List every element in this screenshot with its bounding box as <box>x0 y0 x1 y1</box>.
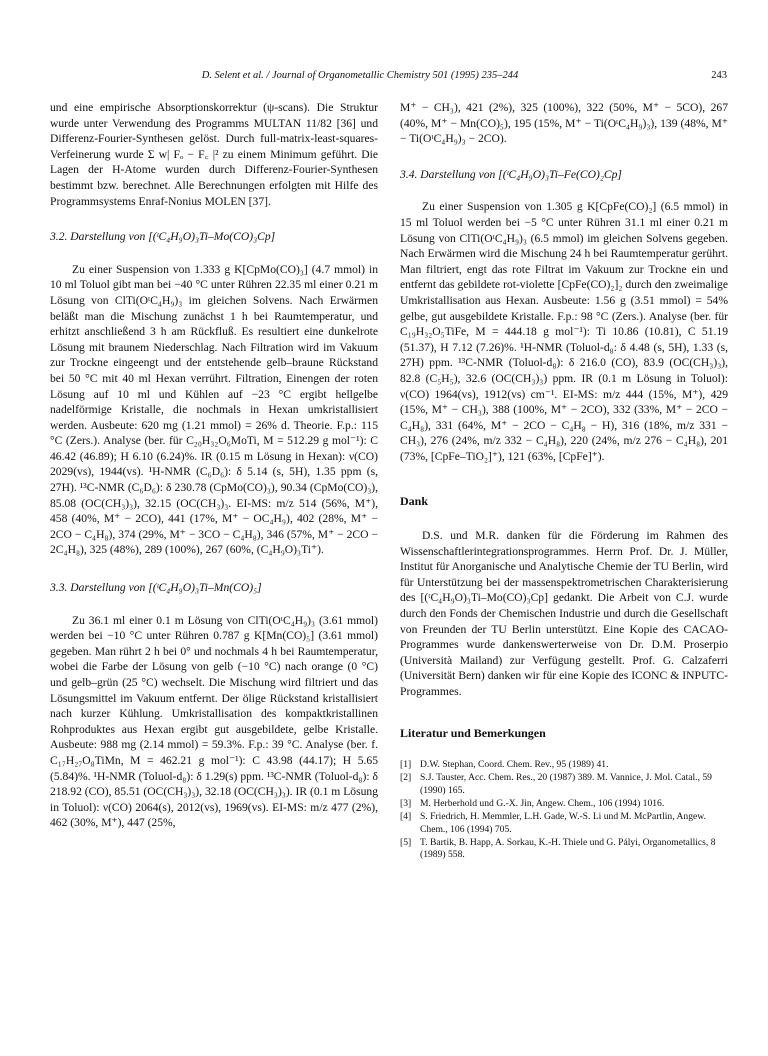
reference-text: M. Herberhold und G.-X. Jin, Angew. Chem., 106 (1994) 1016. <box>420 798 665 810</box>
references-heading: Literatur und Bemerkungen <box>400 725 546 740</box>
reference-text: T. Bartik, B. Happ, A. Sorkau, K.-H. Thiele und G. Pályi, Organometallics, 8 (1989) 558. <box>420 836 716 861</box>
acknowledgement-text: D.S. und M.R. danken für die Förderung im Rahmen des Wissenschaftlerintegrationsprogrammes. Herrn Prof. Dr. J. Müller, Institut für Anorganische und Analytische Chemie der TU Berlin, wird für Unterstützung bei der massenspektrometrischen Charakterisierung des [(ᵗC₄H₉O)₃Ti–Mo(CO)₃Cp] gedankt. Die Arbeit von C.J. wurde durch den Fonds der Chemischen Industrie und durch die Gesellschaft von Freunden der TU Berlin unterstützt. Eine Kopie des CACAO-Programmes wurde dankenswerterweise von Dr. D.M. Proserpio (Università Mailand) zur Verfügung gestellt. Prof. G. Calzaferri (Universität Bern) danken wir für eine Kopie des ICONC & INPUTC-Programmes. <box>400 529 728 698</box>
section-3-2-title: 3.2. Darstellung von [(ᵗC₄H₉O)₃Ti–Mo(CO)₃Cp] <box>50 230 276 244</box>
reference-number: [4] <box>400 811 412 823</box>
running-header <box>50 70 727 86</box>
section-3-2-text: Zu einer Suspension von 1.333 g K[CpMo(CO)₃] (4.7 mmol) in 10 ml Toluol gibt man bei −40 °C unter Rühren 22.35 ml einer 0.21 m Lösung von ClTi(OᵗC₄H₉)₃ im gleichen Solvens. Nach Erwärmen beläßt man die Mischung zunächst 1 h bei Raumtemperatur, und erhitzt anschließend 3 h am Rückfluß. Es resultiert eine dunkelrote Lösung mit braunem Niederschlag. Nach Filtration wird im Vakuum zur Trockne eingeengt und der entstehende gelb–braune Rückstand bei 50 °C mit 40 ml Hexan verrührt. Filtration, Einengen der roten Lösung auf 10 ml und Kühlen auf −23 °C ergibt hellgelbe nadelförmige Kristalle, die nochmals in Hexan umkristallisiert werden. Ausbeute: 620 mg (1.21 mmol) = 26% d. Theorie. F.p.: 115 °C (Zers.). Analyse (ber. für C₂₀H₃₂O₆MoTi, M = 512.29 g mol⁻¹): C 46.42 (46.89); H 6.10 (6.24)%. IR (0.15 m Lösung in Hexan): ν(CO) 2029(vs), 1944(vs). ¹H-NMR (C₆D₆): δ 5.14 (s, 5H), 1.35 ppm (s, 27H). ¹³C-NMR (C₆D₆): δ 230.78 (CpMo(CO)₃), 90.34 (CpMo(CO)₃), 85.08 (OC(CH₃)₃), 32.15 (OC(CH₃)₃. EI-MS: m/z 514 (56%, M⁺), 458 (40%, M⁺ − 2CO), 441 (17%, M⁺ − OC₄H₉), 402 (28%, M⁺ − 2CO − C₄H₈), 374 (29%, M⁺ − 3CO − C₄H₈), 346 (57%, M⁺ − 2CO − 2C₄H₈), 325 (48%), 289 (100%), 267 (60%, (C₄H₉O)₃Ti⁺). <box>50 262 378 557</box>
reference-list <box>400 759 728 861</box>
left-column <box>50 100 378 831</box>
reference-text: D.W. Stephan, Coord. Chem. Rev., 95 (1989) 41. <box>420 759 609 771</box>
section-3-3-title: 3.3. Darstellung von [(ᵗC₄H₉O)₃Ti–Mn(CO)₅] <box>50 581 262 595</box>
section-3-4-title: 3.4. Darstellung von [(ᵗC₄H₉O)₃Ti–Fe(CO)₂Cp] <box>400 167 622 181</box>
paragraph-structure-refinement: und eine empirische Absorptionskorrektur (ψ-scans). Die Struktur wurde unter Verwendung des Programms MULTAN 11/82 [36] und Differenz-Fourier-Synthesen gelöst. Durch full-matrix-least-squares-Verfeinerung wurde Σ w| Fₒ − F꜀ |² zu einem Minimum geführt. Die Lagen der H-Atome wurden durch Differenz-Fourier-Synthesen bestimmt bzw. berechnet. Alle Berechnungen erfolgten mit Hilfe des Programmsystems Enraf-Nonius MOLEN [37]. <box>50 101 378 208</box>
reference-number: [5] <box>400 836 412 848</box>
acknowledgement-heading: Dank <box>400 494 429 509</box>
reference-item <box>400 759 728 771</box>
section-3-3-text: Zu 36.1 ml einer 0.1 m Lösung von ClTi(OᵗC₄H₉)₃ (3.61 mmol) werden bei −10 °C unter Rühren 0.787 g K[Mn(CO)₅] (3.61 mmol) gegeben. Man rührt 2 h bei 0° und nochmals 4 h bei Raumtemperatur, wobei die Farbe der Lösung von gelb (−10 °C) nach orange (0 °C) und gelb–grün (25 °C) wechselt. Die Mischung wird filtriert und das Lösungsmittel im Vakuum entfernt. Der ölige Rückstand kristallisiert nach kurzer Kühlung. Umkristallisation des kompaktkristallinen Rohproduktes aus Hexan ergibt gut ausgebildete, gelbe Kristalle. Ausbeute: 988 mg (2.14 mmol) = 59.3%. F.p.: 39 °C. Analyse (ber. f. C₁₇H₂₇O₈TiMn, M = 462.21 g mol⁻¹): C 43.98 (44.17); H 5.65 (5.84)%. ¹H-NMR (Toluol-d₈): δ 1.29(s) ppm. ¹³C-NMR (Toluol-d₈): δ 218.92 (CO), 85.51 (OC(CH₃)₃), 32.18 (OC(CH₃)₃). IR (0.1 m Lösung in Toluol): ν(CO) 2064(s), 2012(vs), 1969(vs). EI-MS: m/z 477 (2%), 462 (30%, M⁺), 447 (25%, <box>50 613 378 830</box>
reference-item <box>400 772 728 797</box>
page-number: 243 <box>711 70 727 81</box>
reference-number: [3] <box>400 798 412 810</box>
reference-number: [1] <box>400 759 412 771</box>
reference-item <box>400 798 728 810</box>
running-title: D. Selent et al. / Journal of Organometallic Chemistry 501 (1995) 235–244 <box>201 70 519 81</box>
reference-text: S.J. Tauster, Acc. Chem. Res., 20 (1987) 389. M. Vannice, J. Mol. Catal., 59 (1990) 165. <box>420 772 712 796</box>
section-3-4-text: Zu einer Suspension von 1.305 g K[CpFe(CO)₂] (6.5 mmol) in 15 ml Toluol werden bei −5 °C unter Rühren 31.1 ml einer 0.21 m Lösung von ClTi(OᵗC₄H₉)₃ (6.5 mmol) im gleichen Solvens gegeben. Nach Erwärmen wird die Mischung 24 h bei Raumtemperatur gerührt. Man filtriert, engt das rote Filtrat im Vakuum zur Trockne ein und entfernt das gebildete rot-violette [CpFe(CO)₂]₂ durch den zweimalige Umkristallisation aus Hexan. Ausbeute: 1.56 g (3.51 mmol) = 54% gelbe, gut ausgebildete Kristalle. F.p.: 98 °C (Zers.). Analyse (ber. für C₁₉H₃₂O₅TiFe, M = 444.18 g mol⁻¹): Ti 10.86 (10.81), C 51.19 (51.37), H 7.12 (7.26)%. ¹H-NMR (Toluol-d₈: δ 4.48 (s, 5H), 1.33 (s, 27H) ppm. ¹³C-NMR (Toluol-d₈): δ 216.0 (CO), 83.9 (OC(CH₃)₃), 82.8 (C₅H₅), 32.6 (OC(CH₃)₃) ppm. IR (0.1 m Lösung in Toluol): ν(CO) 1964(vs), 1912(vs) cm⁻¹. EI-MS: m/z 444 (15%, M⁺), 429 (15%, M⁺ − CH₃), 388 (100%, M⁺ − 2CO), 332 (33%, M⁺ − 2CO − C₄H₈), 331 (64%, M⁺ − 2CO − C₄H₈ − H), 316 (18%, m/z 331 − CH₃), 276 (24%, m/z 332 − C₄H₈), 220 (24%, m/z 276 − C₄H₈), 201 (73%, [CpFe–TiO₂]⁺), 121 (63%, [CpFe]⁺). <box>400 200 728 463</box>
paragraph-continued: M⁺ − CH₃), 421 (2%), 325 (100%), 322 (50%, M⁺ − 5CO), 267 (40%, M⁺ − Mn(CO)₅), 195 (15%, M⁺ − Ti(OᵗC₄H₉)₃), 139 (48%, M⁺ − Ti(OᵗC₄H₉)₃ − 2CO). <box>400 101 728 146</box>
reference-item <box>400 837 728 862</box>
reference-number: [2] <box>400 772 412 784</box>
reference-item <box>400 811 728 836</box>
reference-text: S. Friedrich, H. Memmler, L.H. Gade, W.-S. Li und M. McPartlin, Angew. Chem., 106 (1994) 705. <box>420 811 706 835</box>
right-column <box>400 100 728 863</box>
